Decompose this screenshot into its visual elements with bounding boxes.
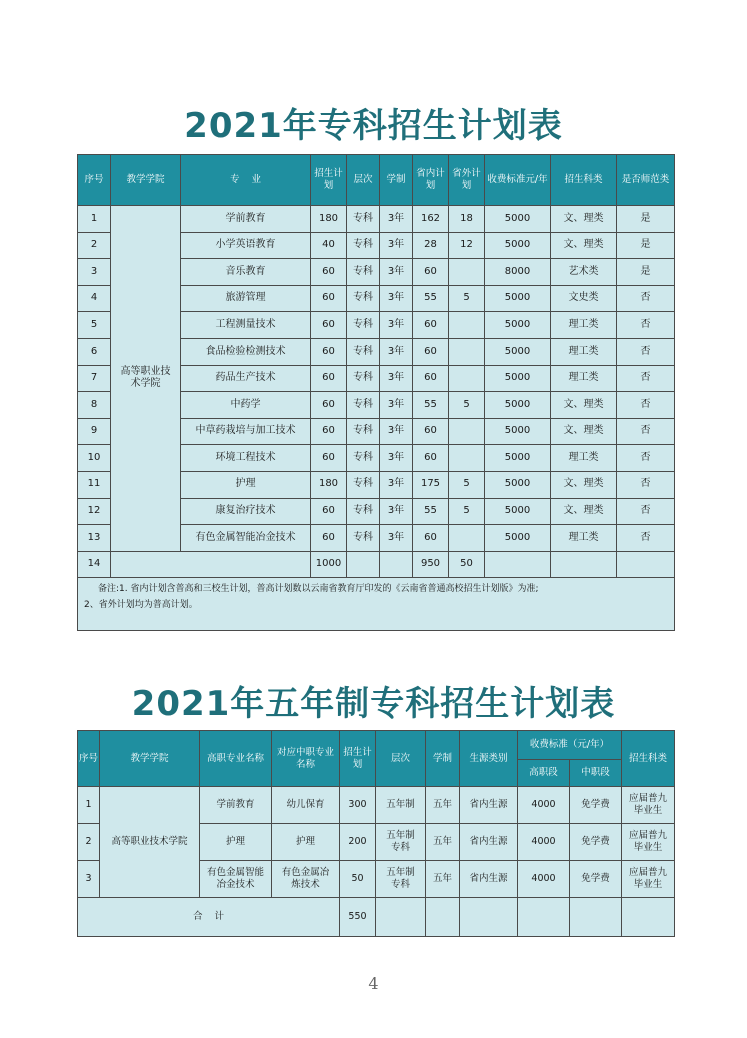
outer-plan-cell: 5	[449, 392, 485, 419]
years-cell: 3年	[380, 338, 413, 365]
row-no: 9	[78, 418, 111, 445]
level-cell: 专科	[347, 232, 380, 259]
years-cell: 3年	[380, 232, 413, 259]
category-cell: 应届普九毕业生	[622, 824, 675, 861]
major-cell: 环境工程技术	[181, 445, 311, 472]
total-outer: 50	[449, 551, 485, 578]
row-no: 8	[78, 392, 111, 419]
outer-plan-cell: 12	[449, 232, 485, 259]
plan-cell: 300	[340, 787, 376, 824]
outer-plan-cell	[449, 445, 485, 472]
inner-plan-cell: 55	[413, 392, 449, 419]
plan-cell: 60	[311, 525, 347, 552]
table1-header-row	[78, 155, 675, 206]
total-empty	[376, 898, 426, 937]
outer-plan-cell	[449, 312, 485, 339]
years-cell: 3年	[380, 206, 413, 233]
category-cell: 文、理类	[551, 498, 617, 525]
header-level: 层次	[376, 731, 426, 787]
outer-plan-cell: 5	[449, 498, 485, 525]
plan-cell: 40	[311, 232, 347, 259]
fee-high-cell: 4000	[518, 824, 570, 861]
total-empty	[347, 551, 380, 578]
fee-high-cell: 4000	[518, 861, 570, 898]
plan-cell: 50	[340, 861, 376, 898]
level-cell: 专科	[347, 471, 380, 498]
five-year-plan-table	[77, 730, 675, 937]
fee-cell: 5000	[485, 525, 551, 552]
years-cell: 3年	[380, 392, 413, 419]
normal-cell: 是	[617, 232, 675, 259]
table2-header-row	[78, 731, 675, 760]
plan-cell: 60	[311, 338, 347, 365]
inner-plan-cell: 60	[413, 418, 449, 445]
major-cell: 学前教育	[181, 206, 311, 233]
enrollment-plan-table	[77, 154, 675, 631]
major-cell: 中草药栽培与加工技术	[181, 418, 311, 445]
level-cell: 专科	[347, 525, 380, 552]
total-row	[78, 551, 675, 578]
fee-cell: 5000	[485, 312, 551, 339]
source-cell: 省内生源	[460, 861, 518, 898]
level-cell: 专科	[347, 285, 380, 312]
header-college: 教学学院	[111, 155, 181, 206]
header-outer-plan: 省外计划	[449, 155, 485, 206]
years-cell: 3年	[380, 445, 413, 472]
normal-cell: 否	[617, 445, 675, 472]
category-cell: 文、理类	[551, 471, 617, 498]
header-normal: 是否师范类	[617, 155, 675, 206]
normal-cell: 是	[617, 206, 675, 233]
years-cell: 3年	[380, 525, 413, 552]
years-cell: 3年	[380, 259, 413, 286]
table2-title: 2021年五年制专科招生计划表	[131, 684, 616, 724]
inner-plan-cell: 55	[413, 285, 449, 312]
category-cell: 文、理类	[551, 418, 617, 445]
row-no: 5	[78, 312, 111, 339]
major-cell: 旅游管理	[181, 285, 311, 312]
row-no: 10	[78, 445, 111, 472]
header-major: 专 业	[181, 155, 311, 206]
category-cell: 理工类	[551, 525, 617, 552]
total-empty	[617, 551, 675, 578]
header-college: 教学学院	[100, 731, 200, 787]
inner-plan-cell: 175	[413, 471, 449, 498]
header-source: 生源类别	[460, 731, 518, 787]
outer-plan-cell	[449, 338, 485, 365]
inner-plan-cell: 60	[413, 365, 449, 392]
header-level: 层次	[347, 155, 380, 206]
normal-cell: 否	[617, 498, 675, 525]
level-cell: 五年制专科	[376, 824, 426, 861]
inner-plan-cell: 60	[413, 338, 449, 365]
fee-cell: 5000	[485, 471, 551, 498]
note-row	[78, 578, 675, 631]
fee-high-cell: 4000	[518, 787, 570, 824]
category-cell: 文、理类	[551, 232, 617, 259]
years-cell: 3年	[380, 365, 413, 392]
major-cell: 药品生产技术	[181, 365, 311, 392]
level-cell: 专科	[347, 392, 380, 419]
header-plan: 招生计划	[340, 731, 376, 787]
college-cell: 高等职业技术学院	[111, 206, 181, 552]
plan-cell: 60	[311, 259, 347, 286]
source-cell: 省内生源	[460, 824, 518, 861]
plan-cell: 60	[311, 365, 347, 392]
row-no: 7	[78, 365, 111, 392]
level-cell: 五年制专科	[376, 861, 426, 898]
header-no: 序号	[78, 155, 111, 206]
header-category: 招生科类	[551, 155, 617, 206]
table1-title: 2021年专科招生计划表	[184, 106, 563, 146]
row-no: 6	[78, 338, 111, 365]
header-fee-high: 高职段	[518, 760, 570, 787]
row-no: 2	[78, 232, 111, 259]
row-no: 3	[78, 259, 111, 286]
header-fee: 收费标准元/年	[485, 155, 551, 206]
level-cell: 专科	[347, 206, 380, 233]
row-no: 12	[78, 498, 111, 525]
total-plan: 550	[340, 898, 376, 937]
total-empty	[485, 551, 551, 578]
fee-cell: 5000	[485, 498, 551, 525]
category-cell: 理工类	[551, 445, 617, 472]
row-no: 1	[78, 787, 100, 824]
major-cell: 学前教育	[200, 787, 272, 824]
note-line-1: 备注:1. 省内计划含普高和三校生计划，普高计划数以云南省教育厅印发的《云南省普通高校招生计划版》为准;	[98, 584, 539, 595]
major-cell: 工程测量技术	[181, 312, 311, 339]
major-cell: 音乐教育	[181, 259, 311, 286]
outer-plan-cell: 5	[449, 285, 485, 312]
fee-middle-cell: 免学费	[570, 861, 622, 898]
normal-cell: 否	[617, 338, 675, 365]
plan-cell: 180	[311, 206, 347, 233]
header-fee-middle: 中职段	[570, 760, 622, 787]
plan-cell: 180	[311, 471, 347, 498]
total-empty	[518, 898, 570, 937]
row-no: 4	[78, 285, 111, 312]
major-cell: 中药学	[181, 392, 311, 419]
category-cell: 文史类	[551, 285, 617, 312]
fee-cell: 5000	[485, 445, 551, 472]
row-no: 2	[78, 824, 100, 861]
table-row	[78, 206, 675, 233]
plan-cell: 60	[311, 445, 347, 472]
row-no: 1	[78, 206, 111, 233]
category-cell: 理工类	[551, 338, 617, 365]
category-cell: 理工类	[551, 365, 617, 392]
level-cell: 专科	[347, 312, 380, 339]
outer-plan-cell: 5	[449, 471, 485, 498]
note-cell	[78, 578, 675, 631]
level-cell: 专科	[347, 418, 380, 445]
fee-cell: 5000	[485, 338, 551, 365]
level-cell: 专科	[347, 365, 380, 392]
inner-plan-cell: 55	[413, 498, 449, 525]
header-no: 序号	[78, 731, 100, 787]
inner-plan-cell: 60	[413, 312, 449, 339]
major-cell: 有色金属智能冶金技术	[181, 525, 311, 552]
fee-cell: 8000	[485, 259, 551, 286]
middle-major-cell: 护理	[272, 824, 340, 861]
category-cell: 文、理类	[551, 392, 617, 419]
fee-cell: 5000	[485, 418, 551, 445]
total-empty	[380, 551, 413, 578]
inner-plan-cell: 60	[413, 525, 449, 552]
inner-plan-cell: 162	[413, 206, 449, 233]
college-cell: 高等职业技术学院	[100, 787, 200, 898]
level-cell: 专科	[347, 338, 380, 365]
years-cell: 3年	[380, 471, 413, 498]
normal-cell: 否	[617, 471, 675, 498]
plan-cell: 60	[311, 418, 347, 445]
outer-plan-cell: 18	[449, 206, 485, 233]
normal-cell: 否	[617, 418, 675, 445]
category-cell: 艺术类	[551, 259, 617, 286]
fee-cell: 5000	[485, 285, 551, 312]
normal-cell: 否	[617, 285, 675, 312]
inner-plan-cell: 60	[413, 445, 449, 472]
years-cell: 五年	[426, 824, 460, 861]
total-empty	[551, 551, 617, 578]
fee-cell: 5000	[485, 232, 551, 259]
major-cell: 食品检验检测技术	[181, 338, 311, 365]
total-empty	[111, 551, 311, 578]
total-row	[78, 898, 675, 937]
row-no: 11	[78, 471, 111, 498]
inner-plan-cell: 28	[413, 232, 449, 259]
plan-cell: 200	[340, 824, 376, 861]
note-line-2: 2、省外计划均为普高计划。	[84, 599, 198, 610]
total-plan: 1000	[311, 551, 347, 578]
fee-cell: 5000	[485, 392, 551, 419]
normal-cell: 否	[617, 365, 675, 392]
total-no: 14	[78, 551, 111, 578]
normal-cell: 否	[617, 312, 675, 339]
years-cell: 3年	[380, 498, 413, 525]
outer-plan-cell	[449, 418, 485, 445]
plan-cell: 60	[311, 312, 347, 339]
normal-cell: 否	[617, 392, 675, 419]
outer-plan-cell	[449, 259, 485, 286]
level-cell: 专科	[347, 445, 380, 472]
category-cell: 应届普九毕业生	[622, 861, 675, 898]
header-major: 高职专业名称	[200, 731, 272, 787]
header-category: 招生科类	[622, 731, 675, 787]
total-empty	[426, 898, 460, 937]
level-cell: 专科	[347, 498, 380, 525]
major-cell: 康复治疗技术	[181, 498, 311, 525]
major-cell: 护理	[181, 471, 311, 498]
total-empty	[570, 898, 622, 937]
normal-cell: 是	[617, 259, 675, 286]
major-cell: 有色金属智能冶金技术	[200, 861, 272, 898]
plan-cell: 60	[311, 498, 347, 525]
fee-cell: 5000	[485, 365, 551, 392]
header-years: 学制	[426, 731, 460, 787]
years-cell: 五年	[426, 787, 460, 824]
years-cell: 3年	[380, 418, 413, 445]
fee-middle-cell: 免学费	[570, 824, 622, 861]
row-no: 3	[78, 861, 100, 898]
page-number: 4	[368, 974, 379, 993]
row-no: 13	[78, 525, 111, 552]
total-label: 合 计	[78, 898, 340, 937]
plan-cell: 60	[311, 392, 347, 419]
category-cell: 理工类	[551, 312, 617, 339]
header-fee: 收费标准（元/年）	[518, 731, 622, 760]
years-cell: 3年	[380, 285, 413, 312]
total-empty	[622, 898, 675, 937]
major-cell: 小学英语教育	[181, 232, 311, 259]
middle-major-cell: 幼儿保育	[272, 787, 340, 824]
header-inner-plan: 省内计划	[413, 155, 449, 206]
header-middle-major: 对应中职专业名称	[272, 731, 340, 787]
table-row	[78, 787, 675, 824]
major-cell: 护理	[200, 824, 272, 861]
years-cell: 五年	[426, 861, 460, 898]
category-cell: 应届普九毕业生	[622, 787, 675, 824]
header-plan: 招生计划	[311, 155, 347, 206]
outer-plan-cell	[449, 365, 485, 392]
fee-cell: 5000	[485, 206, 551, 233]
inner-plan-cell: 60	[413, 259, 449, 286]
plan-cell: 60	[311, 285, 347, 312]
category-cell: 文、理类	[551, 206, 617, 233]
level-cell: 专科	[347, 259, 380, 286]
source-cell: 省内生源	[460, 787, 518, 824]
middle-major-cell: 有色金属冶炼技术	[272, 861, 340, 898]
total-empty	[460, 898, 518, 937]
level-cell: 五年制	[376, 787, 426, 824]
fee-middle-cell: 免学费	[570, 787, 622, 824]
years-cell: 3年	[380, 312, 413, 339]
outer-plan-cell	[449, 525, 485, 552]
header-years: 学制	[380, 155, 413, 206]
normal-cell: 否	[617, 525, 675, 552]
total-inner: 950	[413, 551, 449, 578]
